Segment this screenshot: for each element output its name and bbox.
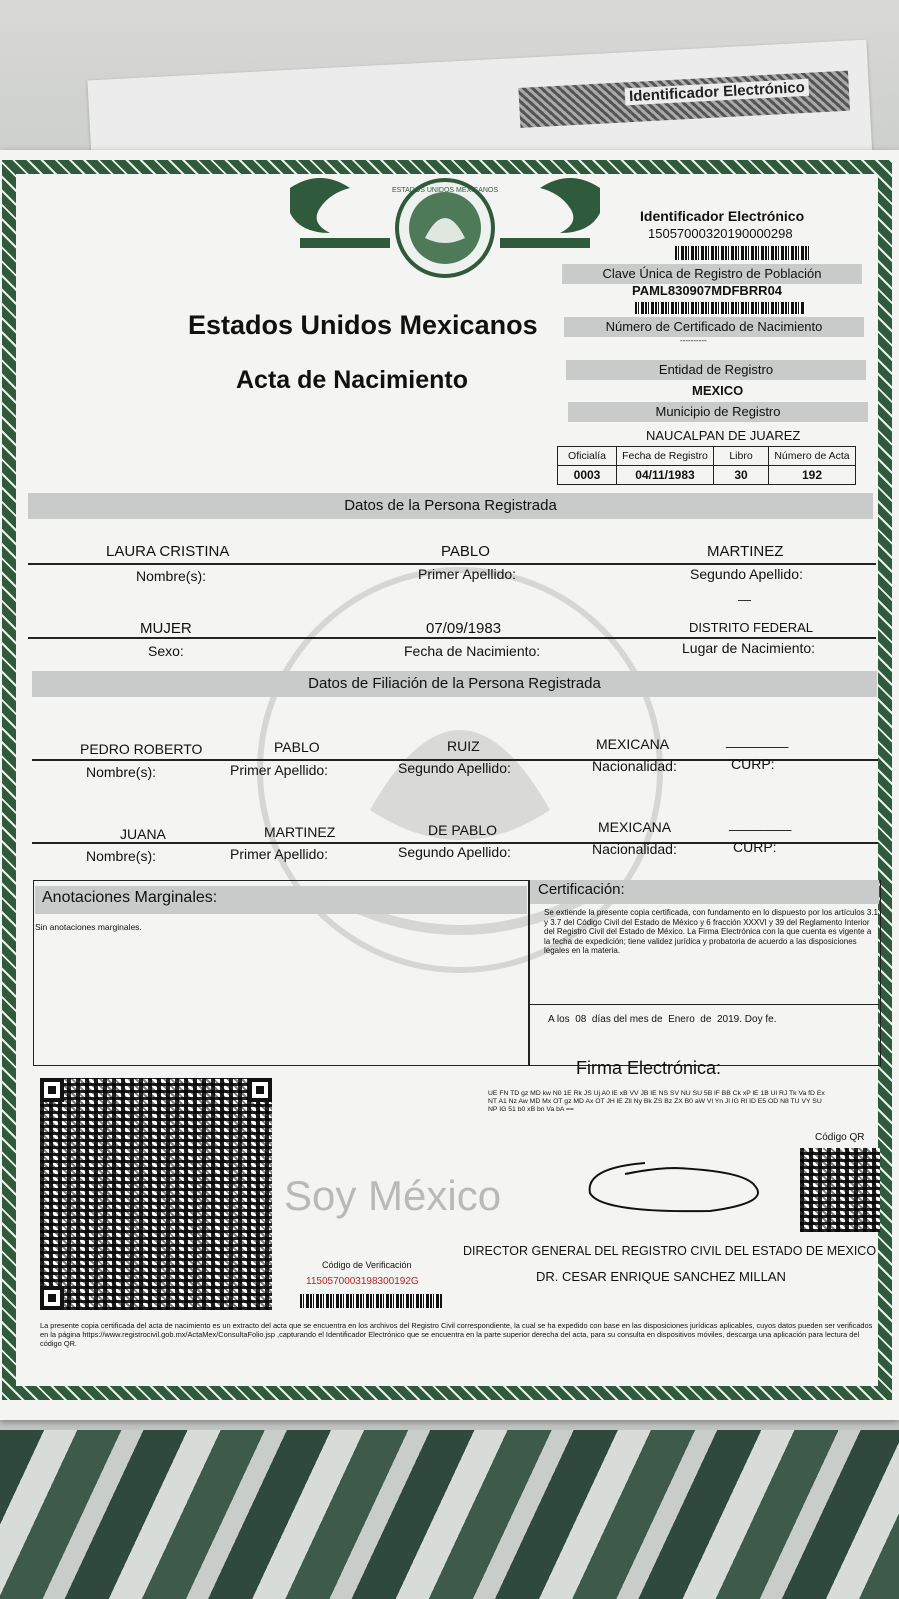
verification-label: Código de Verificación [322,1260,412,1270]
persona-lugar-nacimiento: DISTRITO FEDERAL [689,620,814,635]
fecha-registro-value: 04/11/1983 [617,466,714,485]
back-document-label: Identificador Electrónico [625,79,810,106]
id-value: 15057000320190000298 [648,226,793,241]
label-madre-nacionalidad: Nacionalidad: [592,841,677,857]
anotaciones-text: Sin anotaciones marginales. [35,922,142,932]
birth-certificate [0,150,899,1420]
registro-header: Número de Acta [769,447,856,466]
label-madre-segundo-apellido: Segundo Apellido: [398,844,511,860]
registro-header: Fecha de Registro [617,447,714,466]
oficialia-value: 0003 [558,466,617,485]
id-label: Identificador Electrónico [640,208,805,224]
firma-hash: UE FN TD gz MD kw N0 1E Rk JS Uj A0 lE xB VV JB IE NS SV NU SU 5B lF BB Ck xP lE 1B Ul RJ Tk Va fD Ex NT A1 Nz Aw MD Mx OT gz MD Ax OT JH lE Zll Ny Bk ZS Bz ZX B0 aW Vl Yn Jl IG Rl ID E5 OD N8 TU VY SU NP IG 51 b0 xB bn Va bA == [488,1090,825,1113]
label-padre-primer-apellido: Primer Apellido: [230,762,329,778]
persona-primer-apellido: PABLO [441,543,490,560]
document-title: Acta de Nacimiento [236,366,469,394]
madre-nombre: JUANA [120,826,166,842]
registration-table [557,446,856,485]
firma-title: Firma Electrónica: [576,1058,722,1078]
footer-note: La presente copia certificada del acta de nacimiento es un extracto del acta que se encuentra en los archivos del Registro Civil correspondiente, la cual se ha expedido con base en las disposiciones jurídicas aplicables, cuyos datos pueden ser verificados en la página https://www.registrocivil.gob.mx/ActaMex/ConsultaFolio.jsp ,capturando el Identificador Electrónico que se encuentra en la parte superior derecha del acta, para su consulta en dispositivos móviles, descarga una aplicación para lectura del código QR. [40,1321,873,1348]
section-persona: Datos de la Persona Registrada [28,493,873,519]
anotaciones-title: Anotaciones Marginales: [42,889,218,906]
coat-of-arms-emblem [280,168,610,278]
padre-curp: ________ [726,732,789,748]
entidad-label: Entidad de Registro [566,360,866,380]
small-qr-code [800,1148,880,1232]
id-barcode [675,246,810,260]
padre-nombre: PEDRO ROBERTO [80,741,203,757]
persona-fecha-nacimiento: 07/09/1983 [426,620,502,637]
label-lugar-nacimiento: Lugar de Nacimiento: [682,640,816,656]
label-madre-curp: CURP: [733,839,777,855]
section-filiacion: Datos de Filiación de la Persona Registrada [32,671,877,697]
curp-barcode [635,302,805,314]
cert-number-label: Número de Certificado de Nacimiento [564,317,864,337]
background-fabric [0,1430,899,1599]
persona-sexo: MUJER [140,620,192,637]
label-segundo-apellido: Segundo Apellido: [690,566,803,582]
label-sexo: Sexo: [148,643,184,659]
qr-label: Código QR [815,1132,865,1143]
label-nombre: Nombre(s): [136,568,207,584]
madre-nacionalidad: MEXICANA [598,819,672,835]
curp-label: Clave Única de Registro de Población [562,264,862,284]
svg-text:ESTADOS UNIDOS MEXICANOS: ESTADOS UNIDOS MEXICANOS [391,187,499,194]
padre-nacionalidad: MEXICANA [596,736,670,752]
numero-acta-value: 192 [769,466,856,485]
verification-code: 1150570003198300192G [306,1276,419,1287]
label-padre-nacionalidad: Nacionalidad: [592,758,677,774]
divider [528,880,530,1066]
libro-value: 30 [714,466,769,485]
director-title: DIRECTOR GENERAL DEL REGISTRO CIVIL DEL ESTADO DE MEXICO [463,1244,877,1258]
divider [28,637,876,639]
certificacion-date: A los 08 días del mes de Enero de 2019. Doy fe. [548,1014,777,1025]
entidad-value: MEXICO [692,383,744,398]
divider [28,563,876,565]
divider [530,1004,879,1005]
label-primer-apellido: Primer Apellido: [418,566,517,582]
persona-segundo-apellido: MARTINEZ [707,543,784,560]
segundo-apellido-dash: — [738,592,751,607]
director-name: DR. CESAR ENRIQUE SANCHEZ MILLAN [536,1269,786,1284]
label-padre-segundo-apellido: Segundo Apellido: [398,760,511,776]
label-padre-nombre: Nombre(s): [86,764,157,780]
certificacion-title: Certificación: [538,881,625,898]
registro-header: Libro [714,447,769,466]
label-madre-nombre: Nombre(s): [86,848,157,864]
label-padre-curp: CURP: [731,756,775,772]
municipio-value: NAUCALPAN DE JUAREZ [646,428,801,443]
label-madre-primer-apellido: Primer Apellido: [230,846,329,862]
verification-barcode [300,1294,442,1308]
signature [585,1153,765,1213]
persona-nombre: LAURA CRISTINA [106,543,230,560]
registro-header: Oficialía [558,447,617,466]
curp-value: PAML830907MDFBRR04 [632,283,783,298]
padre-segundo-apellido: RUIZ [447,738,480,754]
madre-primer-apellido: MARTINEZ [264,824,336,840]
soy-mexico-watermark: Soy México [284,1172,502,1219]
padre-primer-apellido: PABLO [274,739,320,755]
municipio-label: Municipio de Registro [568,402,868,422]
madre-curp: ________ [729,815,792,831]
large-qr-code [40,1078,272,1310]
certificacion-text: Se extiende la presente copia certificada, con fundamento en lo dispuesto por los artículos 3.1 y 3.7 del Código Civil del Estado de México y 6 fracción XXXVI y 39 del Reglamento Interior del Registro Civil del Estado de México. La Firma Electrónica con la que cuenta es vigente a la fecha de expedición; tiene validez jurídica y probatoria de acuerdo a las disposiciones legales en la materia. [544,908,878,955]
madre-segundo-apellido: DE PABLO [428,822,497,838]
label-fecha-nacimiento: Fecha de Nacimiento: [404,643,541,659]
country-title: Estados Unidos Mexicanos [188,310,538,340]
cert-number-value: ---------- [680,336,707,345]
